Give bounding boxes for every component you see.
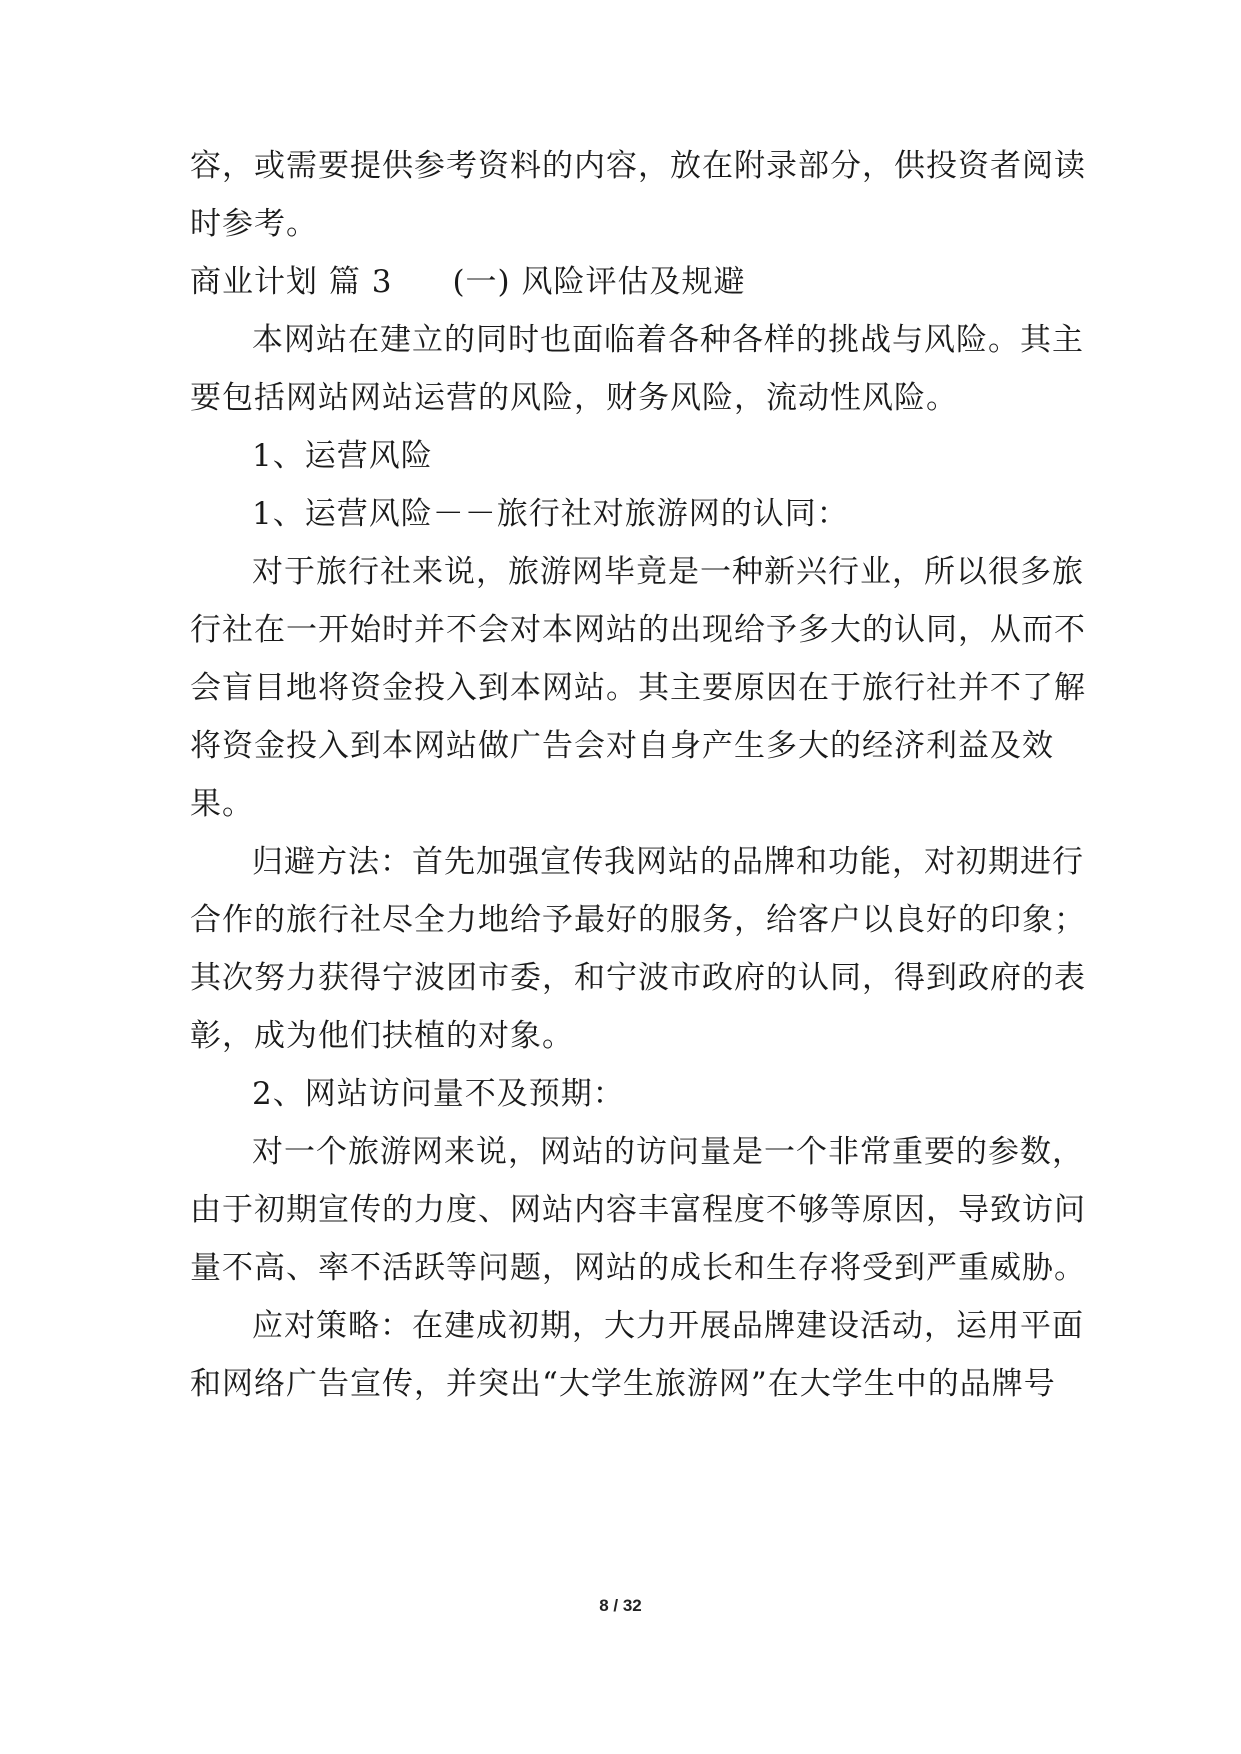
paragraph-line: 对于旅行社来说，旅游网毕竟是一种新兴行业，所以很多旅 <box>252 554 1084 590</box>
heading-left: 商业计划 篇 3 <box>190 264 393 300</box>
paragraph-line: 量不高、率不活跃等问题，网站的成长和生存将受到严重威胁。 <box>190 1250 1086 1286</box>
subheading: 2、网站访问量不及预期： <box>252 1076 625 1112</box>
paragraph-line: 应对策略：在建成初期，大力开展品牌建设活动，运用平面 <box>252 1308 1084 1344</box>
paragraph-line: 容，或需要提供参考资料的内容，放在附录部分，供投资者阅读 <box>190 148 1086 184</box>
paragraph-line: 果。 <box>190 786 254 822</box>
paragraph-line: 要包括网站网站运营的风险，财务风险，流动性风险。 <box>190 380 958 416</box>
subheading: 1、运营风险－－旅行社对旅游网的认同： <box>252 496 849 532</box>
paragraph-line: 行社在一开始时并不会对本网站的出现给予多大的认同，从而不 <box>190 612 1086 648</box>
section-heading <box>190 262 745 302</box>
heading-right: (一) 风险评估及规避 <box>452 264 746 300</box>
paragraph-line: 合作的旅行社尽全力地给予最好的服务，给客户以良好的印象； <box>190 902 1086 938</box>
paragraph-line: 彰，成为他们扶植的对象。 <box>190 1018 574 1054</box>
paragraph-line: 和网络广告宣传，并突出“大学生旅游网”在大学生中的品牌号 <box>190 1366 1056 1402</box>
subheading: 1、运营风险 <box>252 438 433 474</box>
paragraph-line: 将资金投入到本网站做广告会对自身产生多大的经济利益及效 <box>190 728 1054 764</box>
paragraph-line: 由于初期宣传的力度、网站内容丰富程度不够等原因，导致访问 <box>190 1192 1086 1228</box>
paragraph-line: 归避方法：首先加强宣传我网站的品牌和功能，对初期进行 <box>252 844 1084 880</box>
paragraph-line: 会盲目地将资金投入到本网站。其主要原因在于旅行社并不了解 <box>190 670 1086 706</box>
page-number: 8 / 32 <box>599 1596 642 1615</box>
paragraph-line: 其次努力获得宁波团市委，和宁波市政府的认同，得到政府的表 <box>190 960 1086 996</box>
paragraph-line: 时参考。 <box>190 206 318 242</box>
paragraph-line: 本网站在建立的同时也面临着各种各样的挑战与风险。其主 <box>252 322 1084 358</box>
paragraph-line: 对一个旅游网来说，网站的访问量是一个非常重要的参数， <box>252 1134 1084 1170</box>
